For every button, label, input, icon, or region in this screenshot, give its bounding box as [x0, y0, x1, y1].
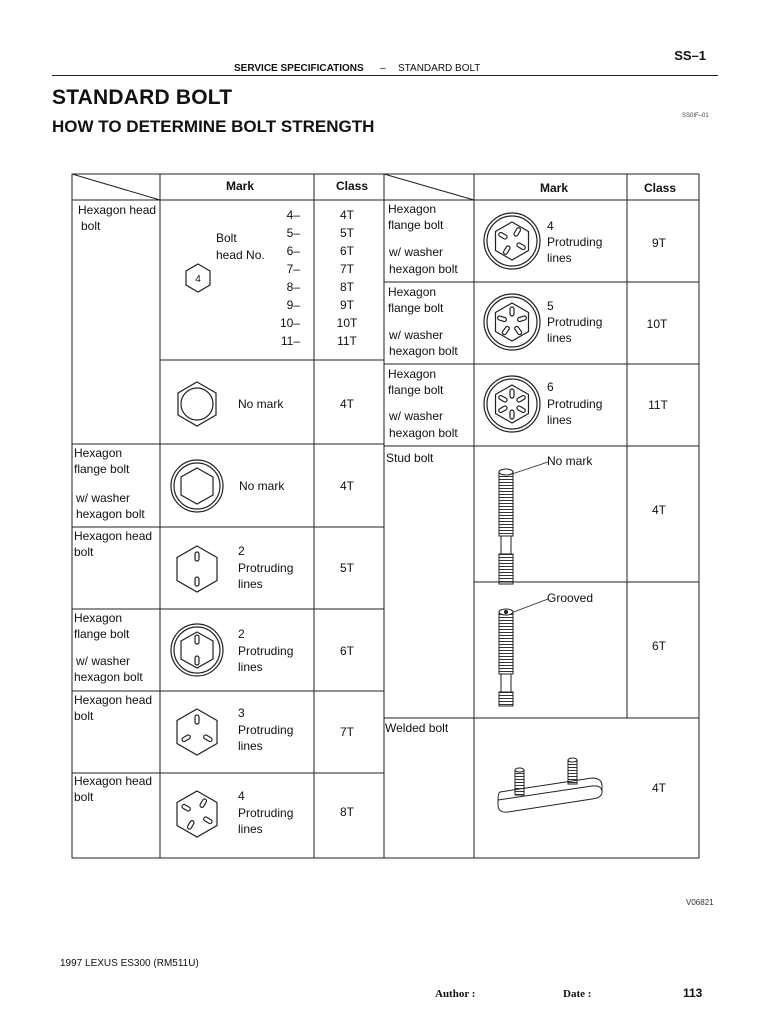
two-line-flange-icon — [171, 624, 223, 676]
page-id: SS–1 — [674, 48, 706, 63]
r3-class: 11T — [648, 398, 668, 412]
l5-mark-3: lines — [238, 660, 263, 674]
class-9t: 9T — [339, 298, 355, 312]
header-class-right: Class — [643, 181, 677, 195]
bolt-no-5: 5– — [286, 226, 300, 240]
l3-type-2: flange bolt — [74, 462, 130, 476]
welded-bolt-icon — [498, 758, 602, 812]
l6-mark-1: 3 — [238, 706, 245, 720]
figure-code: V06821 — [686, 898, 714, 907]
five-line-flange-icon — [484, 294, 540, 350]
date-label: Date : — [563, 988, 592, 1000]
l7-mark-3: lines — [238, 822, 263, 836]
bolt-strength-table — [62, 172, 702, 860]
l6-mark-3: lines — [238, 739, 263, 753]
class-6t: 6T — [339, 244, 355, 258]
r3-mark-1: 6 — [547, 380, 554, 394]
l4-type-2: bolt — [74, 545, 94, 559]
l5-type-1: Hexagon — [74, 611, 123, 625]
two-line-hex-icon — [177, 546, 217, 592]
four-line-flange-icon — [484, 213, 540, 269]
l5-class: 6T — [339, 644, 355, 658]
stud-mark-1: No mark — [547, 454, 593, 468]
r1-type-1: Hexagon — [388, 202, 437, 216]
bolt-head-number: 4 — [195, 274, 201, 285]
l7-class: 8T — [339, 805, 355, 819]
bolt-no-4: 4– — [286, 208, 300, 222]
l7-type-2: bolt — [74, 790, 94, 804]
l5-mark-2: Protruding — [238, 644, 294, 658]
l4-mark-3: lines — [238, 577, 263, 591]
l3-class: 4T — [339, 479, 355, 493]
l6-type-1: Hexagon head — [74, 693, 153, 707]
bolt-no-7: 7– — [286, 262, 300, 276]
bolt-head-no-icon — [186, 264, 210, 292]
r1-mark-3: lines — [547, 251, 572, 265]
bolt-no-8: 8– — [286, 280, 300, 294]
r1-mark-1: 4 — [547, 219, 554, 233]
l2-class: 4T — [339, 397, 355, 411]
header-rule — [52, 75, 718, 76]
l1-type-1: Hexagon head — [78, 203, 157, 217]
class-5t: 5T — [339, 226, 355, 240]
class-4t: 4T — [339, 208, 355, 222]
l5-type-2: flange bolt — [74, 627, 130, 641]
l6-type-2: bolt — [74, 709, 94, 723]
r2-mark-2: Protruding — [547, 315, 603, 329]
r1-type-2: flange bolt — [388, 218, 444, 232]
l3-type-4: hexagon bolt — [76, 507, 145, 521]
l4-mark-1: 2 — [238, 544, 245, 558]
r3-mark-2: Protruding — [547, 397, 603, 411]
r1-class: 9T — [651, 236, 667, 250]
l5-mark-1: 2 — [238, 627, 245, 641]
class-8t: 8T — [339, 280, 355, 294]
class-11t: 11T — [337, 334, 357, 348]
class-10t: 10T — [336, 316, 358, 330]
l5-type-3: w/ washer — [76, 654, 131, 668]
subsection-title: STANDARD BOLT — [398, 63, 481, 74]
header-class-left: Class — [335, 179, 369, 193]
l6-mark-2: Protruding — [238, 723, 294, 737]
l3-type-3: w/ washer — [76, 491, 131, 505]
l5-type-4: hexagon bolt — [74, 670, 143, 684]
r2-type-1: Hexagon — [388, 285, 437, 299]
l4-class: 5T — [339, 561, 355, 575]
four-line-hex-icon — [177, 791, 217, 837]
class-7t: 7T — [339, 262, 355, 276]
l7-type-1: Hexagon head — [74, 774, 153, 788]
r3-type-4: hexagon bolt — [389, 426, 458, 440]
hex-head-no-mark-icon — [178, 382, 216, 426]
header-mark-left: Mark — [225, 179, 255, 193]
bolt-head-label-1: Bolt — [216, 231, 237, 245]
r3-type-1: Hexagon — [388, 367, 437, 381]
l7-mark-2: Protruding — [238, 806, 294, 820]
stud-class-1: 4T — [651, 503, 667, 517]
r2-class: 10T — [646, 317, 668, 331]
r3-mark-3: lines — [547, 413, 572, 427]
bolt-no-10: 10– — [279, 316, 300, 330]
r1-type-3: w/ washer — [389, 245, 444, 259]
stud-mark-2: Grooved — [547, 591, 594, 605]
stud-class-2: 6T — [651, 639, 667, 653]
table-border — [72, 174, 699, 858]
r2-mark-1: 5 — [547, 299, 554, 313]
r2-type-3: w/ washer — [389, 328, 444, 342]
l3-type-1: Hexagon — [74, 446, 123, 460]
l7-mark-1: 4 — [238, 789, 245, 803]
l6-class: 7T — [339, 725, 355, 739]
three-line-hex-icon — [177, 709, 217, 755]
section-separator: – — [380, 63, 386, 74]
section-title: SERVICE SPECIFICATIONS — [234, 63, 364, 74]
r3-type-3: w/ washer — [389, 409, 444, 423]
six-line-flange-icon — [484, 376, 540, 432]
flange-bolt-no-mark-icon — [171, 460, 223, 512]
footer-model: 1997 LEXUS ES300 (RM511U) — [60, 958, 199, 969]
stud-bolt-plain-icon — [499, 469, 513, 584]
header-mark-right: Mark — [539, 181, 569, 195]
l4-mark-2: Protruding — [238, 561, 294, 575]
r3-type-2: flange bolt — [388, 383, 444, 397]
l4-type-1: Hexagon head — [74, 529, 153, 543]
stud-bolt-grooved-icon — [499, 609, 513, 706]
bolt-no-9: 9– — [286, 298, 300, 312]
r2-mark-3: lines — [547, 331, 572, 345]
author-label: Author : — [435, 988, 476, 1000]
stud-type: Stud bolt — [386, 451, 434, 465]
page-subtitle: HOW TO DETERMINE BOLT STRENGTH — [52, 117, 375, 136]
bolt-head-label-2: head No. — [216, 248, 265, 262]
r1-mark-2: Protruding — [547, 235, 603, 249]
bolt-no-6: 6– — [286, 244, 300, 258]
page-number: 113 — [683, 986, 703, 1000]
reference-code: SS0IF–01 — [682, 113, 709, 119]
r2-type-2: flange bolt — [388, 301, 444, 315]
l2-mark: No mark — [238, 397, 284, 411]
l3-mark: No mark — [239, 479, 285, 493]
page-title: STANDARD BOLT — [52, 86, 233, 109]
l1-type-2: bolt — [81, 219, 101, 233]
welded-type: Welded bolt — [385, 721, 449, 735]
r2-type-4: hexagon bolt — [389, 344, 458, 358]
welded-class: 4T — [651, 781, 667, 795]
r1-type-4: hexagon bolt — [389, 262, 458, 276]
bolt-no-11: 11– — [280, 334, 300, 348]
